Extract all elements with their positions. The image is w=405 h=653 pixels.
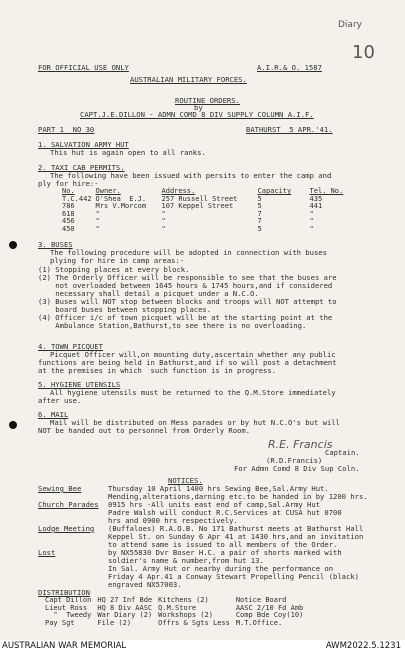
table-cell: " (161, 209, 166, 218)
issuing-officer: CAPT.J.E.DILLON - ADMN COMD 8 DIV SUPPLY COLUMN A.I.F. (80, 110, 314, 119)
table-cell: Pay Sgt (45, 618, 75, 627)
punch-hole (9, 421, 17, 429)
table-cell: Lieut Ross (45, 603, 88, 612)
organisation-title: AUSTRALIAN MILITARY FORCES. (130, 75, 247, 84)
table-cell: " (309, 209, 314, 218)
item-1-text: This hut is again open to all ranks. (50, 148, 206, 157)
notice-text: Thursday 10 April 1400 hrs Sewing Bee,Sal.Army Hut. (108, 484, 329, 493)
table-cell: " (161, 217, 166, 226)
column-header: Tel. No. (309, 187, 344, 195)
handwritten-page-number: 10 (352, 42, 375, 63)
notice-label: Sewing Bee (38, 484, 82, 493)
notice-text: hrs and 0900 hrs respectively. (108, 516, 238, 525)
signature: R.E. Francis (268, 438, 333, 451)
table-cell: 257 Russell Street (161, 194, 238, 203)
item-3-text: Ambulance Station,Bathurst,to see there is no overloading. (38, 321, 307, 330)
distribution-table (45, 597, 309, 627)
notice-text: to attend same is issued to all members of the Order. (108, 540, 338, 549)
table-cell: HQ 27 Inf Bde (97, 596, 153, 604)
table-cell: M.T.Office. (235, 618, 283, 627)
signatory-appointment: For Admn Comd 8 Div Sup Coln. (234, 464, 360, 473)
item-3-text: (3) Buses will NOT stop between blocks and troops will NOT attempt to (38, 297, 337, 306)
table-row (62, 203, 347, 211)
notice-text: Padre Walsh will conduct R.C.Services at CUSA hut 0700 (108, 508, 342, 517)
table-cell: Workshops (2) (158, 611, 213, 620)
table-cell: Notice Board (235, 596, 287, 604)
classification: FOR OFFICIAL USE ONLY (38, 63, 129, 72)
by-line: by (194, 103, 203, 112)
table-cell: 5 (257, 202, 262, 211)
table-cell: Q.M.Store (158, 603, 197, 612)
table-cell: Comp Bde Coy(10) (235, 611, 304, 620)
table-cell: T.C.442 (62, 194, 92, 203)
table-cell: 786 (62, 202, 75, 211)
table-cell: Mrs V.Morcom (95, 202, 147, 211)
table-cell: 618 (62, 209, 75, 218)
form-number: A.I.R.& O. 1587 (257, 63, 322, 72)
item-3-text: (1) Stopping places at every block. (38, 265, 190, 274)
table-cell: 5 (257, 194, 262, 203)
table-cell: File (2) (97, 618, 132, 627)
item-6-heading: 6. MAIL (38, 410, 69, 419)
item-2-heading: 2. TAXI CAB PERMITS. (38, 163, 125, 172)
handwritten-diary-note: Diary (338, 20, 362, 30)
notice-label: Lodge Meeting (38, 524, 95, 533)
notice-text: Keppel St. on Sunday 6 Apr 41 at 1430 hrs,and an invitation (108, 532, 364, 541)
table-cell: " (95, 224, 100, 233)
table-row (45, 620, 309, 628)
archive-footer (0, 640, 405, 653)
item-4-heading: 4. TOWN PICQUET (38, 342, 103, 351)
place-and-date: BATHURST 5 APR.'41. (246, 125, 333, 134)
table-cell: " (309, 224, 314, 233)
notice-text: by NX55830 Dvr Boser H.C. a pair of shorts marked with (108, 548, 342, 557)
signatory-name: (R.D.Francis) (266, 456, 323, 465)
table-cell: " (95, 209, 100, 218)
notice-text: soldier's name & number,from hut 13. (108, 556, 264, 565)
item-3-text: (4) Officer i/c of town picquet will be at the starting point at the (38, 313, 333, 322)
table-row (62, 211, 347, 219)
table-cell: Offrs & Sgts Less (158, 618, 230, 627)
item-4-text: at the premises in which such function is in progress. (38, 366, 276, 375)
table-cell: 441 (309, 202, 323, 211)
table-cell: " (95, 217, 100, 226)
table-cell: O'Shea E.J. (95, 194, 147, 203)
item-2-text-2: ply for hire:- (38, 179, 99, 188)
punch-hole (9, 241, 17, 249)
table-cell: AASC 2/10 Fd Amb (235, 603, 304, 612)
notice-text: Mending,alterations,darning etc.to be handed in by 1200 hrs. (108, 492, 368, 501)
table-cell: " Tweedy (45, 611, 92, 620)
signatory-rank: Captain. (325, 448, 360, 457)
item-3-text: necessary shall detail a picquet under a N.C.O. (38, 289, 259, 298)
table-cell: 435 (309, 194, 323, 203)
table-cell: 5 (257, 224, 262, 233)
notice-text: 0915 hrs -All units east end of camp,Sal.Army Hut (108, 500, 321, 509)
table-cell: " (161, 224, 166, 233)
table-cell: War Diary (2) (97, 611, 153, 620)
table-cell: HQ 8 Div AASC (97, 603, 153, 612)
item-5-text: after use. (38, 396, 82, 405)
column-header: Capacity (257, 187, 292, 195)
table-cell: 456 (62, 217, 75, 226)
column-header: Owner. (95, 187, 121, 195)
notice-text: In Sal. Army Hut or nearby during the performance on (108, 564, 334, 573)
notice-text: Friday 4 Apr.41 a Conway Stewart Propelling Pencil (black) (108, 572, 359, 581)
item-3-text: board buses between stopping places. (38, 305, 212, 314)
notice-text: engraved NX57003. (108, 580, 182, 589)
notices-heading: NOTICES. (168, 476, 203, 485)
table-cell: " (309, 217, 314, 226)
table-cell: 107 Keppel Street (161, 202, 234, 211)
table-row (62, 226, 347, 234)
table-cell: Capt Dillon (45, 596, 92, 604)
notice-label: Church Parades (38, 500, 99, 509)
taxi-cab-table (62, 188, 347, 234)
column-header: No. (62, 187, 75, 195)
item-6-text: Mail will be distributed on Mess parades or by hut N.C.O's but will (50, 418, 340, 427)
part-number: PART 1 NO 30 (38, 125, 95, 134)
item-5-heading: 5. HYGIENE UTENSILS (38, 380, 121, 389)
column-header: Address. (161, 187, 196, 195)
item-1-heading: 1. SALVATION ARMY HUT (38, 140, 129, 149)
table-cell: Kitchens (2) (158, 596, 209, 604)
notice-label: Lost (38, 548, 56, 557)
item-3-text: not overloaded between 1645 hours & 1745 hours,and if considered (38, 281, 333, 290)
item-6-text: NOT be handed out to personnel from Orderly Room. (38, 426, 251, 435)
item-2-text-1: The following have been issued with persits to enter the camp and (50, 171, 332, 180)
table-cell: 7 (257, 209, 262, 218)
table-cell: 7 (257, 217, 262, 226)
item-3-text: The following procedure will be adopted in connection with buses (50, 248, 327, 257)
archive-name: AUSTRALIAN WAR MEMORIAL (2, 641, 127, 651)
item-3-text: (2) The Orderly Officer will be responsible to see that the buses are (38, 273, 337, 282)
item-5-text: All hygiene utensils must be returned to the Q.M.Store immediately (50, 388, 336, 397)
item-3-heading: 3. BUSES (38, 240, 73, 249)
document-title: ROUTINE ORDERS. (175, 96, 240, 105)
item-3-text: plying for hire in camp areas:- (50, 256, 185, 265)
table-cell: 450 (62, 224, 75, 233)
distribution-heading: DISTRIBUTION (38, 588, 90, 597)
archive-reference: AWM2022.5.1231 (325, 641, 401, 651)
item-4-text: Picquet Officer will,on mounting duty,ascertain whether any public (50, 350, 336, 359)
item-4-text: functions are being held in Bathurst,and if so will post a detachment (38, 358, 337, 367)
notice-text: (Buffaloes) R.A.O.B. No 171 Bathurst meets at Bathurst Hall (108, 524, 364, 533)
table-row (62, 218, 347, 226)
